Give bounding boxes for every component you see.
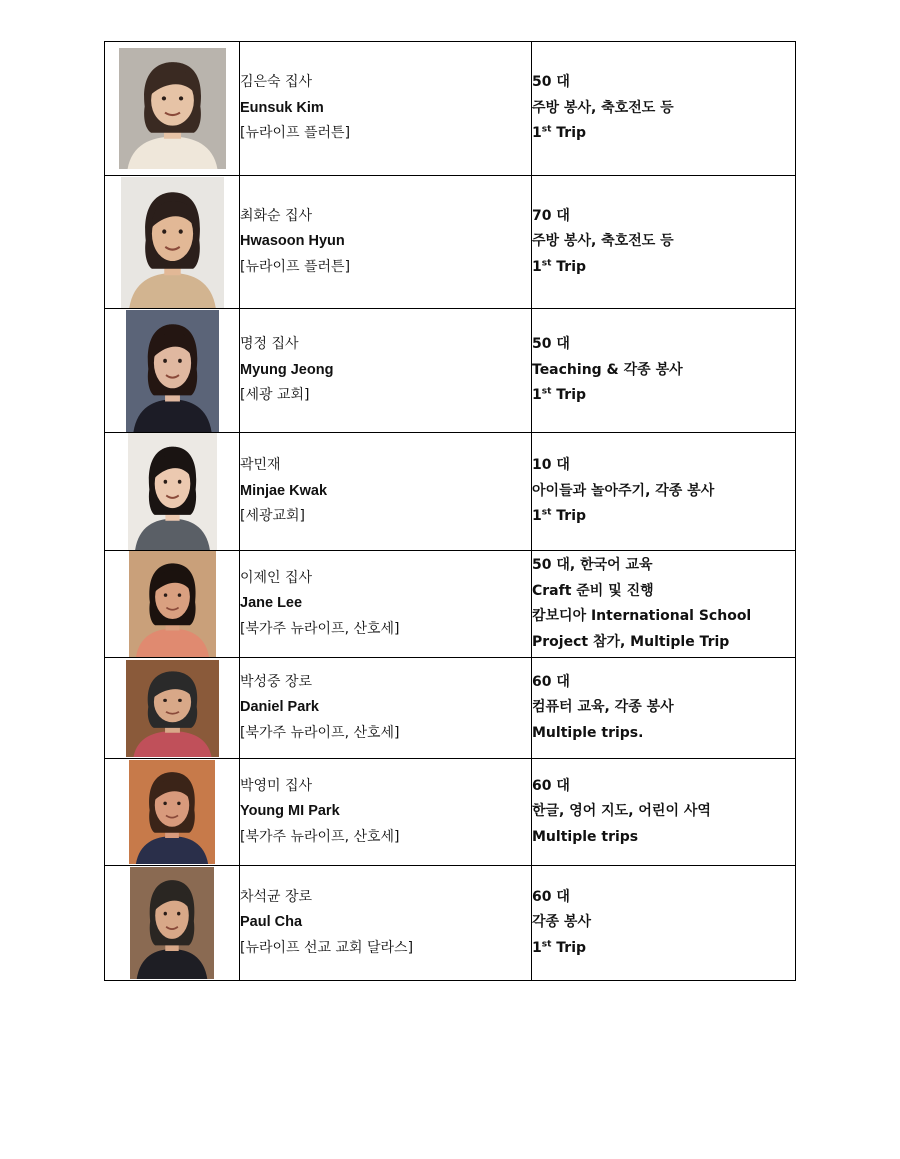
english-name: Jane Lee bbox=[240, 595, 303, 612]
info-cell bbox=[532, 759, 796, 866]
korean-name: 김은숙 집사 bbox=[240, 74, 313, 91]
portrait-image bbox=[128, 433, 217, 550]
info-line: Teaching & 각종 봉사 bbox=[532, 361, 683, 378]
info-line: 60 대 bbox=[532, 673, 570, 690]
english-name: Paul Cha bbox=[240, 914, 303, 931]
trip-label: Trip bbox=[551, 508, 587, 525]
member-row bbox=[105, 42, 796, 176]
portrait-image bbox=[129, 760, 215, 864]
trip-ordinal: st bbox=[541, 124, 552, 135]
info-line: Multiple trips. bbox=[532, 724, 644, 741]
photo-cell bbox=[105, 309, 240, 433]
name-cell bbox=[240, 433, 532, 551]
photo-cell bbox=[105, 551, 240, 658]
info-line: 컴퓨터 교육, 각종 봉사 bbox=[532, 699, 674, 716]
trip-label: Trip bbox=[551, 387, 587, 404]
church-name: [북가주 뉴라이프, 산호세] bbox=[240, 828, 400, 845]
church-name: [북가주 뉴라이프, 산호세] bbox=[240, 620, 400, 637]
portrait-image bbox=[126, 310, 219, 432]
trip-ordinal: st bbox=[541, 507, 552, 518]
info-cell bbox=[532, 658, 796, 759]
trip-ordinal: st bbox=[541, 939, 552, 950]
trip-number: 1 bbox=[532, 508, 542, 525]
photo-cell bbox=[105, 658, 240, 759]
info-line: 한글, 영어 지도, 어린이 사역 bbox=[532, 803, 711, 820]
member-table bbox=[104, 41, 796, 981]
name-cell bbox=[240, 176, 532, 309]
english-name: Young MI Park bbox=[240, 803, 340, 820]
photo-cell bbox=[105, 433, 240, 551]
info-cell bbox=[532, 433, 796, 551]
name-cell bbox=[240, 658, 532, 759]
trip-ordinal: st bbox=[541, 386, 552, 397]
member-photo bbox=[126, 310, 219, 432]
member-photo bbox=[119, 48, 226, 169]
korean-name: 최화순 집사 bbox=[240, 207, 313, 224]
portrait-image bbox=[126, 660, 219, 757]
member-photo bbox=[130, 867, 214, 979]
info-line: 50 대 bbox=[532, 74, 570, 91]
member-row bbox=[105, 433, 796, 551]
member-photo bbox=[129, 760, 215, 864]
member-photo bbox=[128, 433, 217, 550]
english-name: Minjae Kwak bbox=[240, 482, 328, 499]
korean-name: 곽민재 bbox=[240, 457, 281, 474]
info-line: 50 대 bbox=[532, 336, 570, 353]
portrait-image bbox=[119, 48, 226, 169]
trip-count bbox=[532, 936, 795, 962]
church-name: [세광교회] bbox=[240, 508, 306, 525]
english-name: Hwasoon Hyun bbox=[240, 233, 345, 250]
member-row bbox=[105, 176, 796, 309]
member-photo bbox=[129, 551, 216, 657]
info-line: Project 참가, Multiple Trip bbox=[532, 633, 730, 650]
korean-name: 박영미 집사 bbox=[240, 777, 313, 794]
korean-name: 이제인 집사 bbox=[240, 569, 313, 586]
member-photo bbox=[126, 660, 219, 757]
trip-label: Trip bbox=[551, 258, 587, 275]
info-line: 각종 봉사 bbox=[532, 914, 591, 931]
info-line: 주방 봉사, 축호전도 등 bbox=[532, 99, 674, 116]
trip-number: 1 bbox=[532, 939, 542, 956]
trip-ordinal: st bbox=[541, 258, 552, 269]
photo-cell bbox=[105, 176, 240, 309]
trip-count bbox=[532, 504, 795, 530]
info-line: Craft 준비 및 진행 bbox=[532, 582, 654, 599]
member-photo bbox=[121, 177, 224, 308]
info-line: Multiple trips bbox=[532, 828, 639, 845]
info-cell bbox=[532, 176, 796, 309]
church-name: [뉴라이프 선교 교회 달라스] bbox=[240, 939, 414, 956]
photo-cell bbox=[105, 866, 240, 981]
english-name: Daniel Park bbox=[240, 699, 319, 716]
trip-label: Trip bbox=[551, 125, 587, 142]
info-line: 60 대 bbox=[532, 888, 570, 905]
info-line: 아이들과 놀아주기, 각종 봉사 bbox=[532, 482, 715, 499]
english-name: Myung Jeong bbox=[240, 361, 334, 378]
trip-count bbox=[532, 255, 795, 281]
member-row bbox=[105, 658, 796, 759]
member-row bbox=[105, 309, 796, 433]
member-row bbox=[105, 759, 796, 866]
info-line: 50 대, 한국어 교육 bbox=[532, 557, 653, 573]
member-row bbox=[105, 551, 796, 658]
info-cell bbox=[532, 551, 796, 658]
info-cell bbox=[532, 309, 796, 433]
trip-number: 1 bbox=[532, 125, 542, 142]
church-name: [뉴라이프 플러튼] bbox=[240, 258, 351, 275]
portrait-image bbox=[130, 867, 214, 979]
trip-label: Trip bbox=[551, 939, 587, 956]
name-cell bbox=[240, 42, 532, 176]
trip-count bbox=[532, 121, 795, 147]
member-row bbox=[105, 866, 796, 981]
name-cell bbox=[240, 759, 532, 866]
trip-count bbox=[532, 383, 795, 409]
church-name: [북가주 뉴라이프, 산호세] bbox=[240, 724, 400, 741]
church-name: [뉴라이프 플러튼] bbox=[240, 125, 351, 142]
info-cell bbox=[532, 42, 796, 176]
info-line: 주방 봉사, 축호전도 등 bbox=[532, 233, 674, 250]
info-line: 10 대 bbox=[532, 457, 570, 474]
photo-cell bbox=[105, 42, 240, 176]
info-line: 캄보디아 International School bbox=[532, 608, 752, 624]
church-name: [세광 교회] bbox=[240, 387, 310, 404]
name-cell bbox=[240, 309, 532, 433]
trip-number: 1 bbox=[532, 387, 542, 404]
korean-name: 박성중 장로 bbox=[240, 673, 313, 690]
korean-name: 차석균 장로 bbox=[240, 888, 313, 905]
photo-cell bbox=[105, 759, 240, 866]
portrait-image bbox=[129, 551, 216, 657]
portrait-image bbox=[121, 177, 224, 308]
korean-name: 명정 집사 bbox=[240, 336, 299, 353]
info-line: 60 대 bbox=[532, 777, 570, 794]
info-line: 70 대 bbox=[532, 207, 570, 224]
info-cell bbox=[532, 866, 796, 981]
name-cell bbox=[240, 551, 532, 658]
english-name: Eunsuk Kim bbox=[240, 99, 324, 116]
trip-number: 1 bbox=[532, 258, 542, 275]
name-cell bbox=[240, 866, 532, 981]
